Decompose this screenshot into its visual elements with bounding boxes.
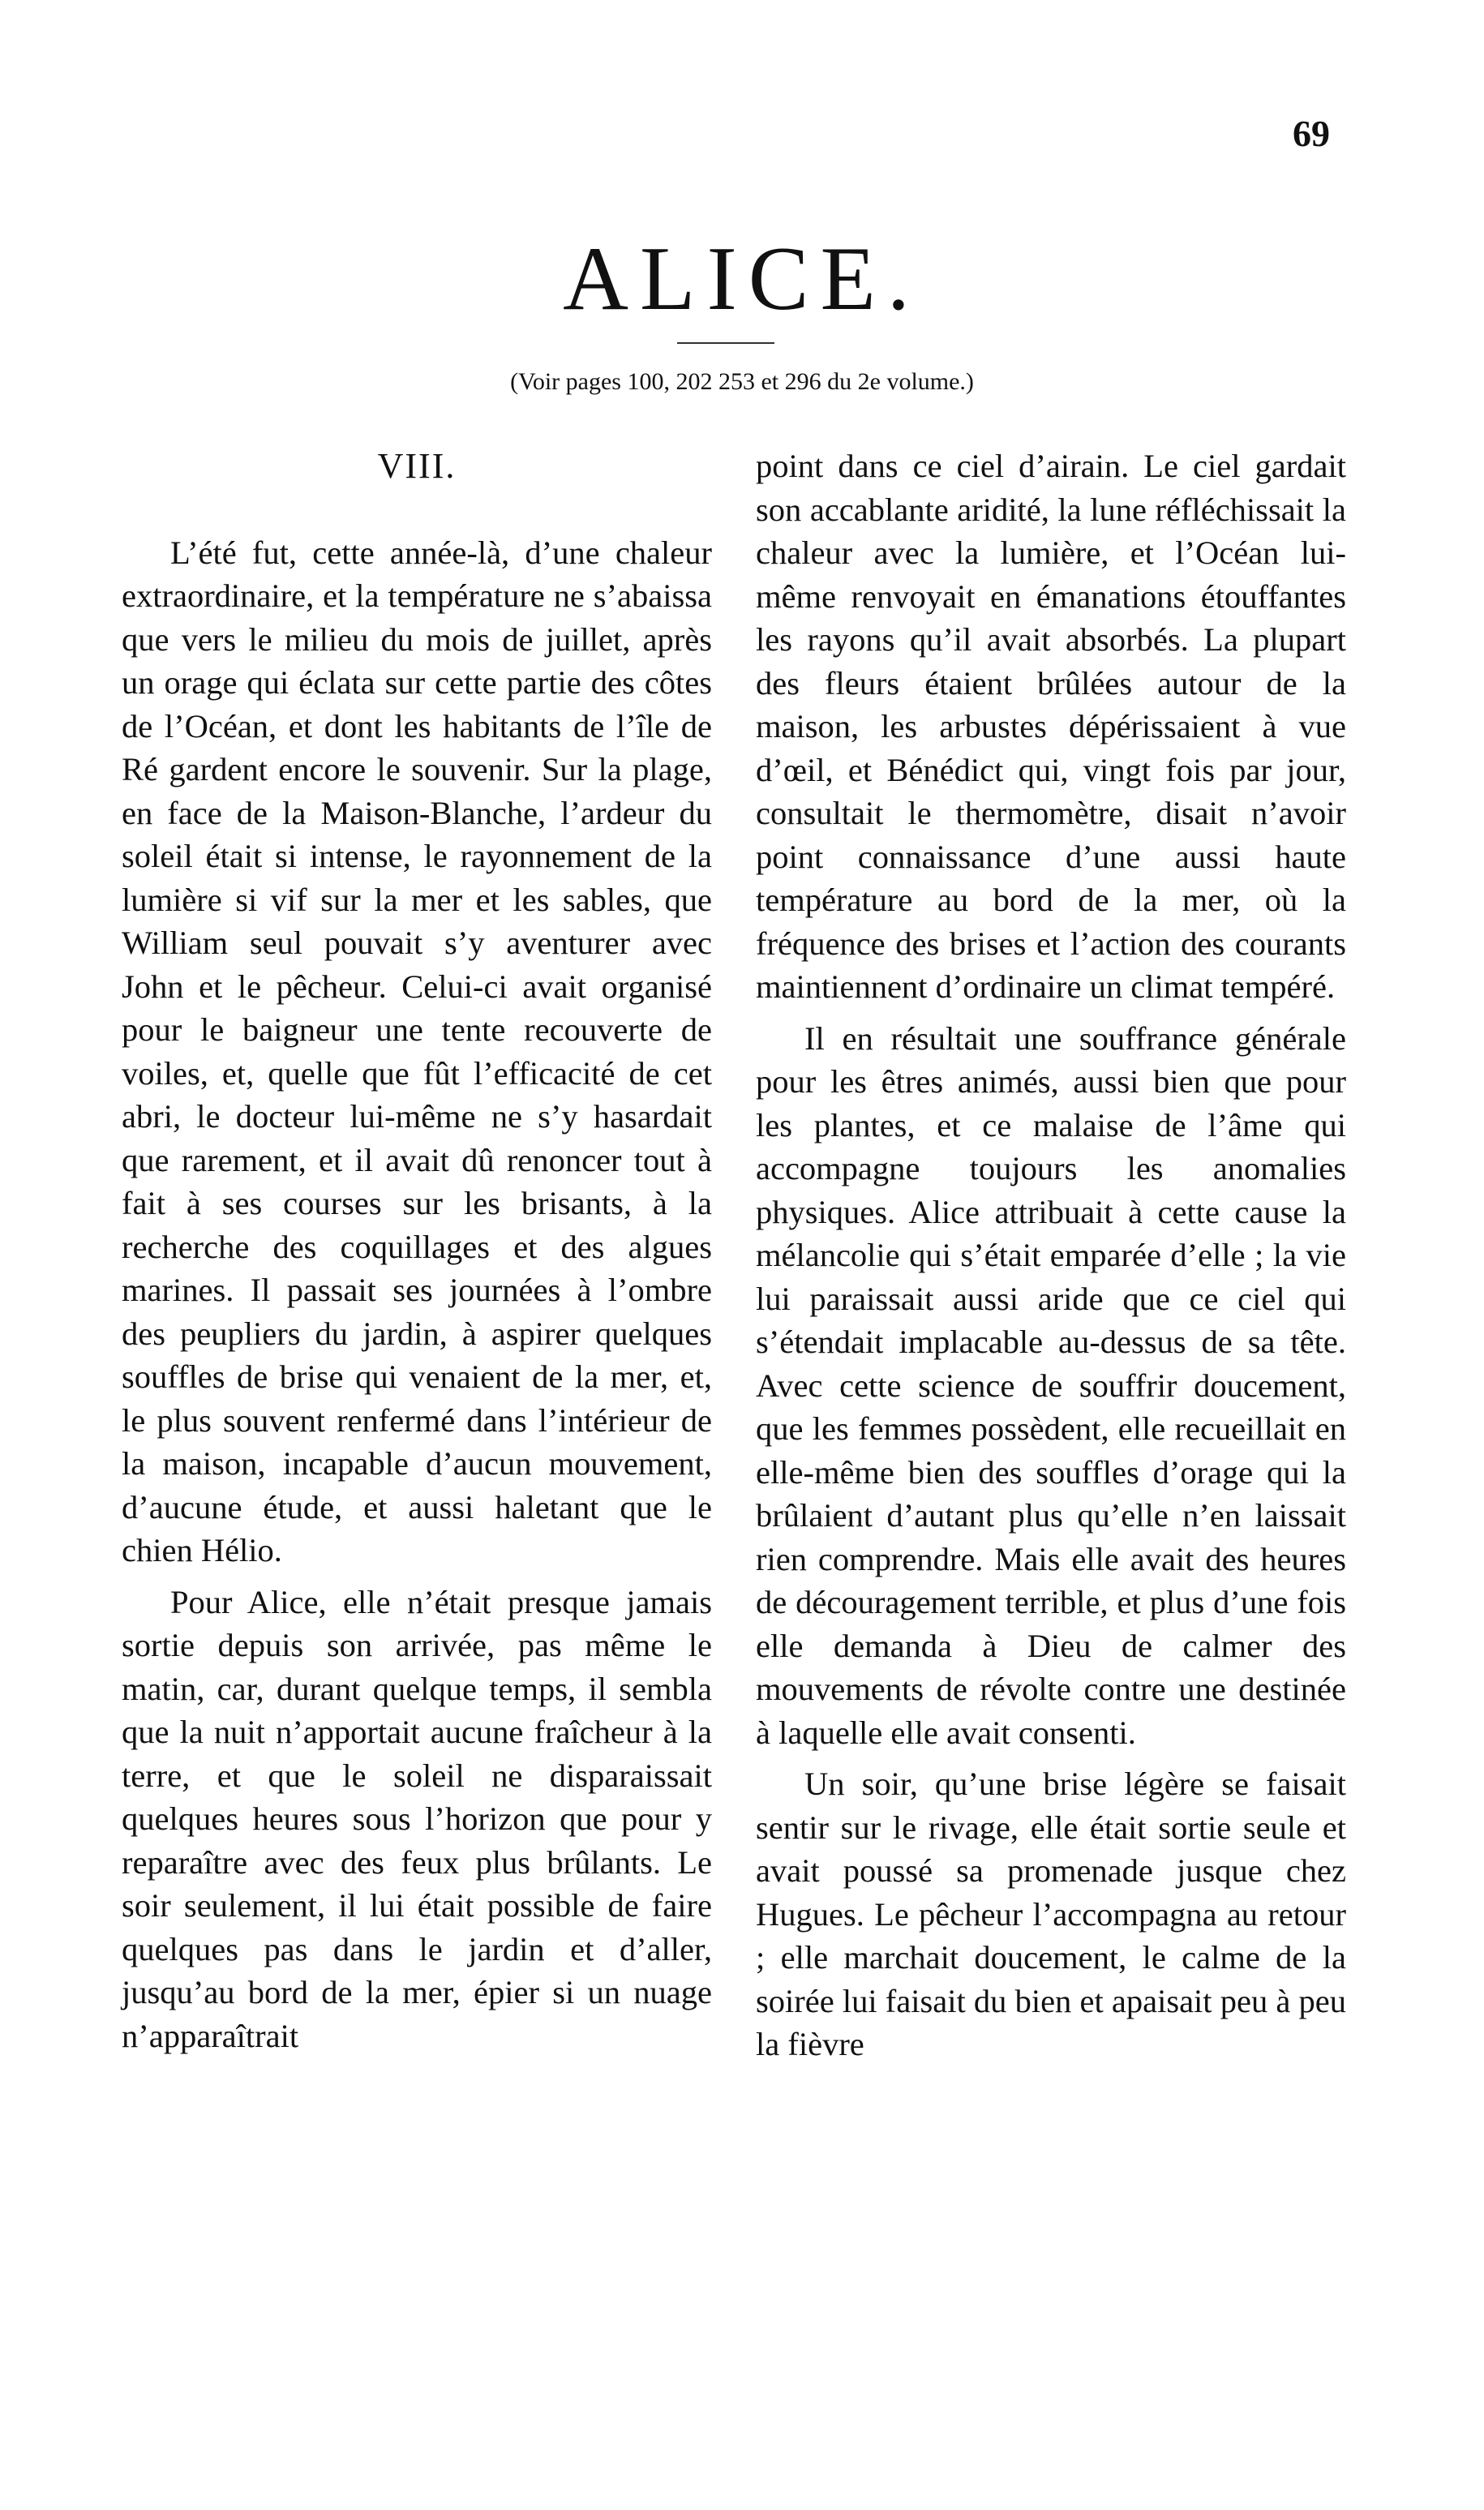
paragraph-continuation: point dans ce ciel d’airain. Le ciel gardait son accablante aridité, la lune réfléchissait la chaleur avec la lumière, et l’Océan lui-même renvoyait en émanations étouffantes les rayons qu’il avait absorbés. La plupart des fleurs étaient brûlées autour de la maison, les arbustes dépérissaient à vue d’œil, et Bénédict qui, vingt fois par jour, consultait le thermomètre, disait n’avoir point connaissance d’une aussi haute température au bord de la mer, où la fréquence des brises et l’action des courants maintiennent d’ordinaire un climat tempéré. [756, 448, 1346, 1005]
page-title: ALICE. [563, 229, 921, 329]
paragraph: Il en résultait une souffrance générale pour les êtres animés, aussi bien que pour les plantes, et ce malaise de l’âme qui accompagne toujours les anomalies physiques. Alice attribuait à cette cause la mélancolie qui s’était emparée d’elle ; la vie lui paraissait aussi aride que ce ciel qui s’étendait implacable au-dessus de sa tête. Avec cette science de souffrir doucement, que les femmes possèdent, elle recueillait en elle-même bien des souffles d’orage qui la brûlaient d’autant plus qu’elle n’en laissait rien comprendre. Mais elle avait des heures de découragement terrible, et plus d’une fois elle demanda à Dieu de calmer des mouvements de révolte contre une destinée à laquelle elle avait consenti. [756, 1019, 1346, 1751]
paragraph: L’été fut, cette année-là, d’une chaleur extraordinaire, et la température ne s’abaissa que vers le milieu du mois de juillet, après un orage qui éclata sur cette partie des côtes de l’Océan, et dont les habitants de l’île de Ré gardent encore le souvenir. Sur la plage, en face de la Maison-Blanche, l’ardeur du soleil était si intense, le rayonnement de la lumière si vif sur la mer et les sables, que William seul pouvait s’y aventurer avec John et le pêcheur. Celui-ci avait organisé pour le baigneur une tente recouverte de voiles, et, quelle que fût l’efficacité de cet abri, le docteur lui-même ne s’y hasardait que rarement, et il avait dû renoncer tout à fait à ses courses sur les brisants, à la recherche des coquillages et des algues marines. Il passait ses journées à l’ombre des peupliers du jardin, à aspirer quelques souffles de brise qui venaient de la mer, et, le plus souvent renfermé dans l’intérieur de la maison, incapable d’aucun mouvement, d’aucune étude, et aussi haletant que le chien Hélio. [122, 534, 712, 1568]
chapter-heading: VIII. [377, 446, 457, 486]
title-rule [677, 342, 774, 344]
page-number: 69 [1293, 113, 1330, 154]
paragraph: Un soir, qu’une brise légère se faisait sentir sur le rivage, elle était sortie seule et avait poussé sa promenade jusque chez Hugues. Le pêcheur l’accompagna au retour ; elle marchait doucement, le calme de la soirée lui faisait du bien et apaisait peu à peu la fièvre [756, 1766, 1346, 2062]
page-subtitle: (Voir pages 100, 202 253 et 296 du 2e volume.) [510, 368, 974, 395]
left-column [122, 444, 712, 2075]
paragraph: Pour Alice, elle n’était presque jamais sortie depuis son arrivée, pas même le matin, car, durant quelque temps, il sembla que la nuit n’apportait aucune fraîcheur à la terre, et que le soleil ne disparaissait quelques heures sous l’horizon que pour y reparaître avec des feux plus brûlants. Le soir seulement, il lui était possible de faire quelques pas dans le jardin et d’aller, jusqu’au bord de la mer, épier si un nuage n’apparaîtrait [122, 1583, 712, 2054]
text-columns [122, 444, 1346, 2075]
right-column [756, 444, 1346, 2075]
